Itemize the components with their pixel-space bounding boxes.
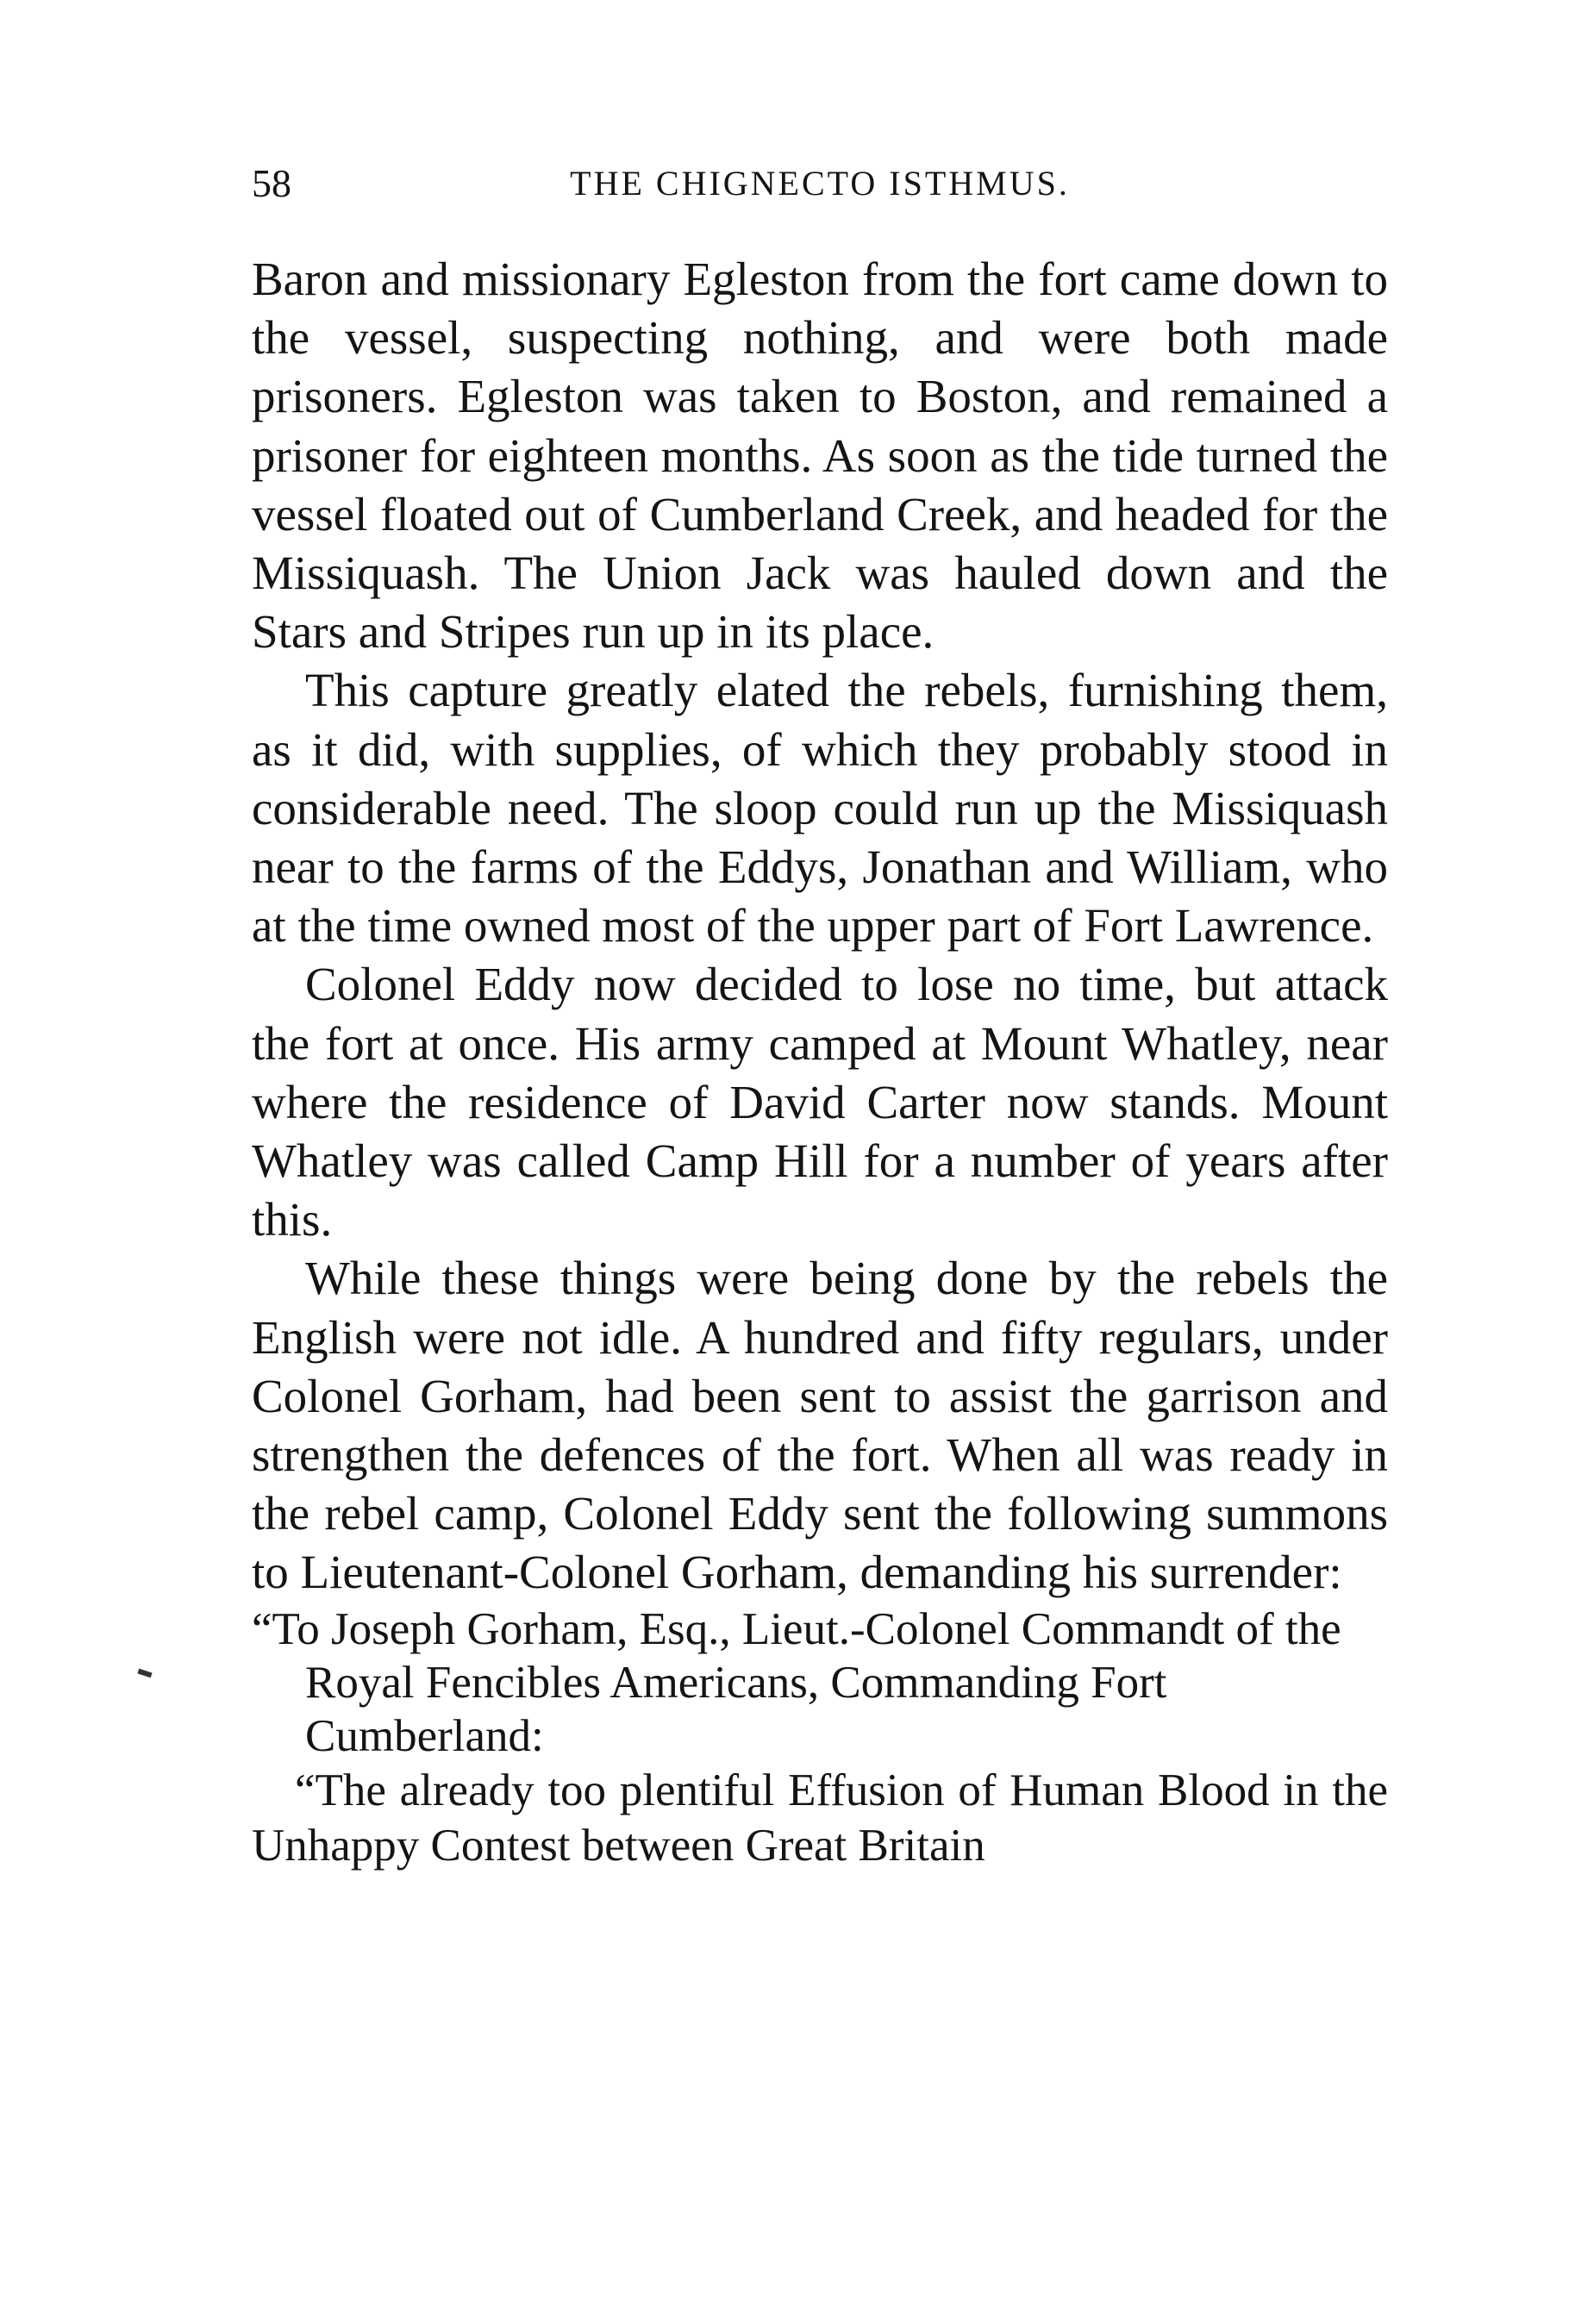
letter-address: “To Joseph Gorham, Esq., Lieut.-Colonel Commandt of the Royal Fencibles Americans, Commanding Fort Cumberland: [252,1603,1341,1761]
body-text [252,250,1388,1873]
page-number: 58 [252,161,291,205]
paragraph-english-preparations: While these things were being done by the rebels the English were not idle. A hundred and fifty regulars, under Colonel Gorham, had been sent to assist the garrison and strengthen the defences of the fort. When all was ready in the rebel camp, Colonel Eddy sent the following summons to Lieutenant-Colonel Gorham, demanding his surrender: [252,1252,1388,1599]
paragraph-rebels-elated: This capture greatly elated the rebels, furnishing them, as it did, with supplies, of which they probably stood in considerable need. The sloop could run up the Missiquash near to the farms of the Eddys, Jonathan and William, who at the time owned most of the upper part of Fort Lawrence. [252,664,1388,953]
paragraph-capture-of-vessel: Baron and missionary Egleston from the fort came down to the vessel, suspecting nothing, and were both made prisoners. Egleston was taken to Boston, and remained a prisoner for eighteen months. As soon as the tide turned the vessel floated out of Cumberland Creek, and headed for the Missiquash. The Union Jack was hauled down and the Stars and Stripes run up in its place. [252,253,1388,659]
running-title: THE CHIGNECTO ISTHMUS. [570,164,1070,203]
paragraph-attack-decided: Colonel Eddy now decided to lose no time, but attack the fort at once. His army camped at Mount Whatley, near where the residence of David Carter now stands. Mount Whatley was called Camp Hill for a number of years after this. [252,958,1388,1246]
page-header [252,153,1388,214]
margin-ink-mark [137,1669,152,1678]
letter-opening: “The already too plentiful Effusion of Human Blood in the Unhappy Contest between Great Britain [252,1765,1388,1871]
